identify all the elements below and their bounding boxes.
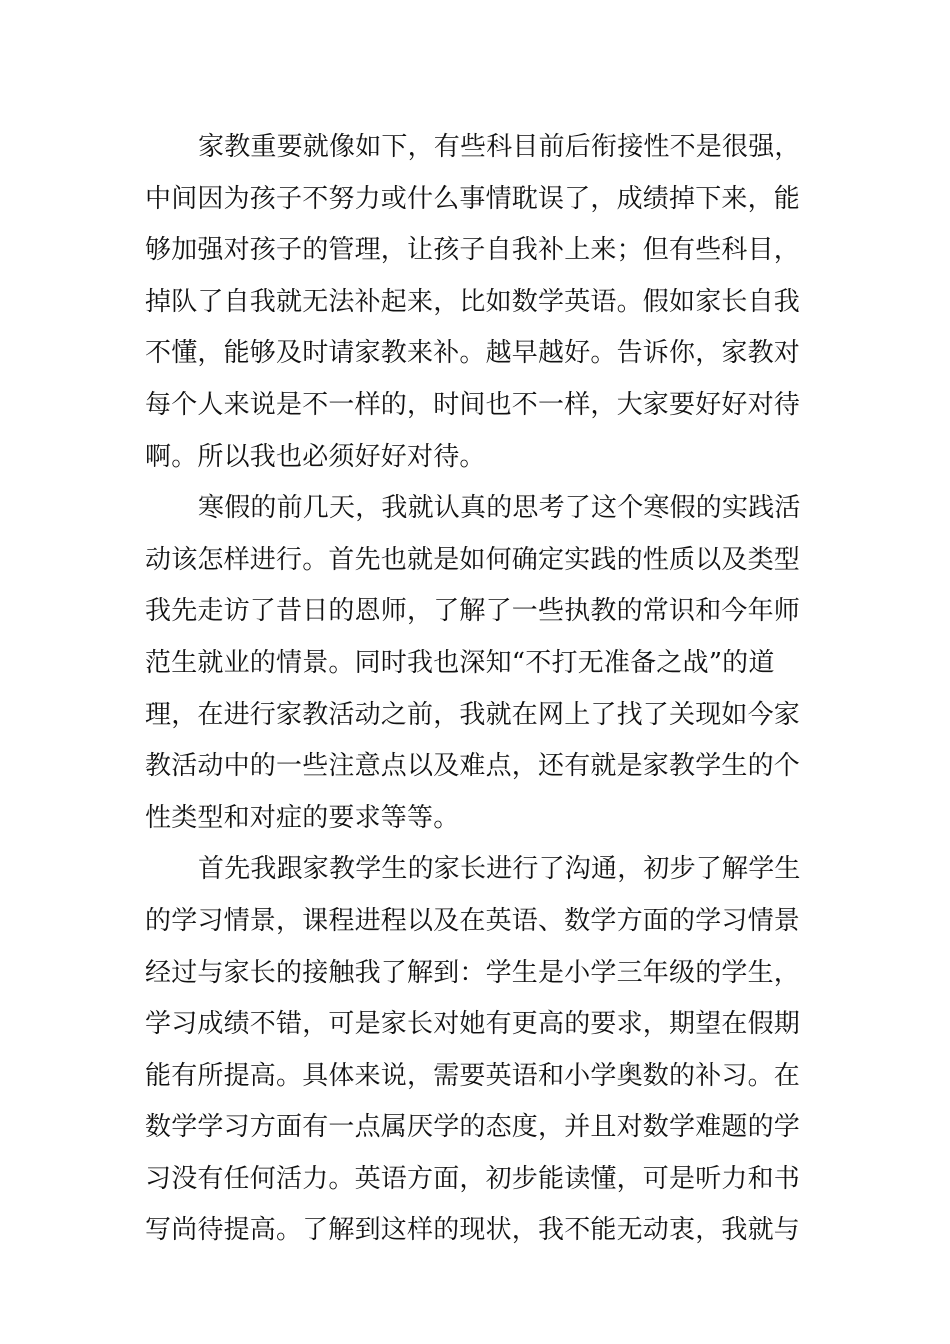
text-line: 家教重要就像如下，有些科目前后衔接性不是很强， bbox=[198, 132, 801, 162]
text-line: 首先我跟家教学生的家长进行了沟通，初步了解学生 bbox=[198, 854, 801, 885]
text-line: 啊。所以我也必须好好对待。 bbox=[145, 441, 486, 472]
text-line: 每个人来说是不一样的，时间也不一样，大家要好好对待 bbox=[145, 389, 801, 420]
text-line: 性类型和对症的要求等等。 bbox=[145, 802, 460, 833]
text-line: 寒假的前几天，我就认真的思考了这个寒假的实践活 bbox=[198, 493, 801, 524]
paragraph bbox=[145, 122, 810, 483]
text-line: 数学学习方面有一点属厌学的态度，并且对数学难题的学 bbox=[145, 1112, 801, 1143]
text-line: 动该怎样进行。首先也就是如何确定实践的性质以及类型 bbox=[145, 544, 801, 575]
paragraph bbox=[145, 483, 810, 844]
text-line: 理，在进行家教活动之前，我就在网上了找了关现如今家 bbox=[145, 699, 801, 730]
text-line: 写尚待提高。了解到这样的现状，我不能无动衷，我就与 bbox=[145, 1215, 801, 1246]
text-line: 我先走访了昔日的恩师，了解了一些执教的常识和今年师 bbox=[145, 596, 801, 627]
text-line: 掉队了自我就无法补起来，比如数学英语。假如家长自我 bbox=[145, 286, 801, 317]
paragraph bbox=[145, 844, 810, 1257]
text-line: 经过与家长的接触我了解到：学生是小学三年级的学生， bbox=[145, 957, 801, 988]
text-line: 的学习情景，课程进程以及在英语、数学方面的学习情景 bbox=[145, 905, 801, 936]
text-line: 习没有任何活力。英语方面，初步能读懂，可是听力和书 bbox=[145, 1163, 801, 1194]
text-line: 教活动中的一些注意点以及难点，还有就是家教学生的个 bbox=[145, 751, 801, 782]
text-line: 范生就业的情景。同时我也深知“不打无准备之战”的道 bbox=[145, 647, 775, 678]
text-line: 能有所提高。具体来说，需要英语和小学奥数的补习。在 bbox=[145, 1060, 801, 1091]
text-line: 不懂，能够及时请家教来补。越早越好。告诉你，家教对 bbox=[145, 338, 801, 369]
text-line: 中间因为孩子不努力或什么事情耽误了，成绩掉下来，能 bbox=[145, 183, 801, 214]
text-line: 够加强对孩子的管理，让孩子自我补上来；但有些科目， bbox=[145, 235, 801, 266]
document-body bbox=[145, 122, 810, 1257]
text-line: 学习成绩不错，可是家长对她有更高的要求，期望在假期 bbox=[145, 1009, 801, 1040]
